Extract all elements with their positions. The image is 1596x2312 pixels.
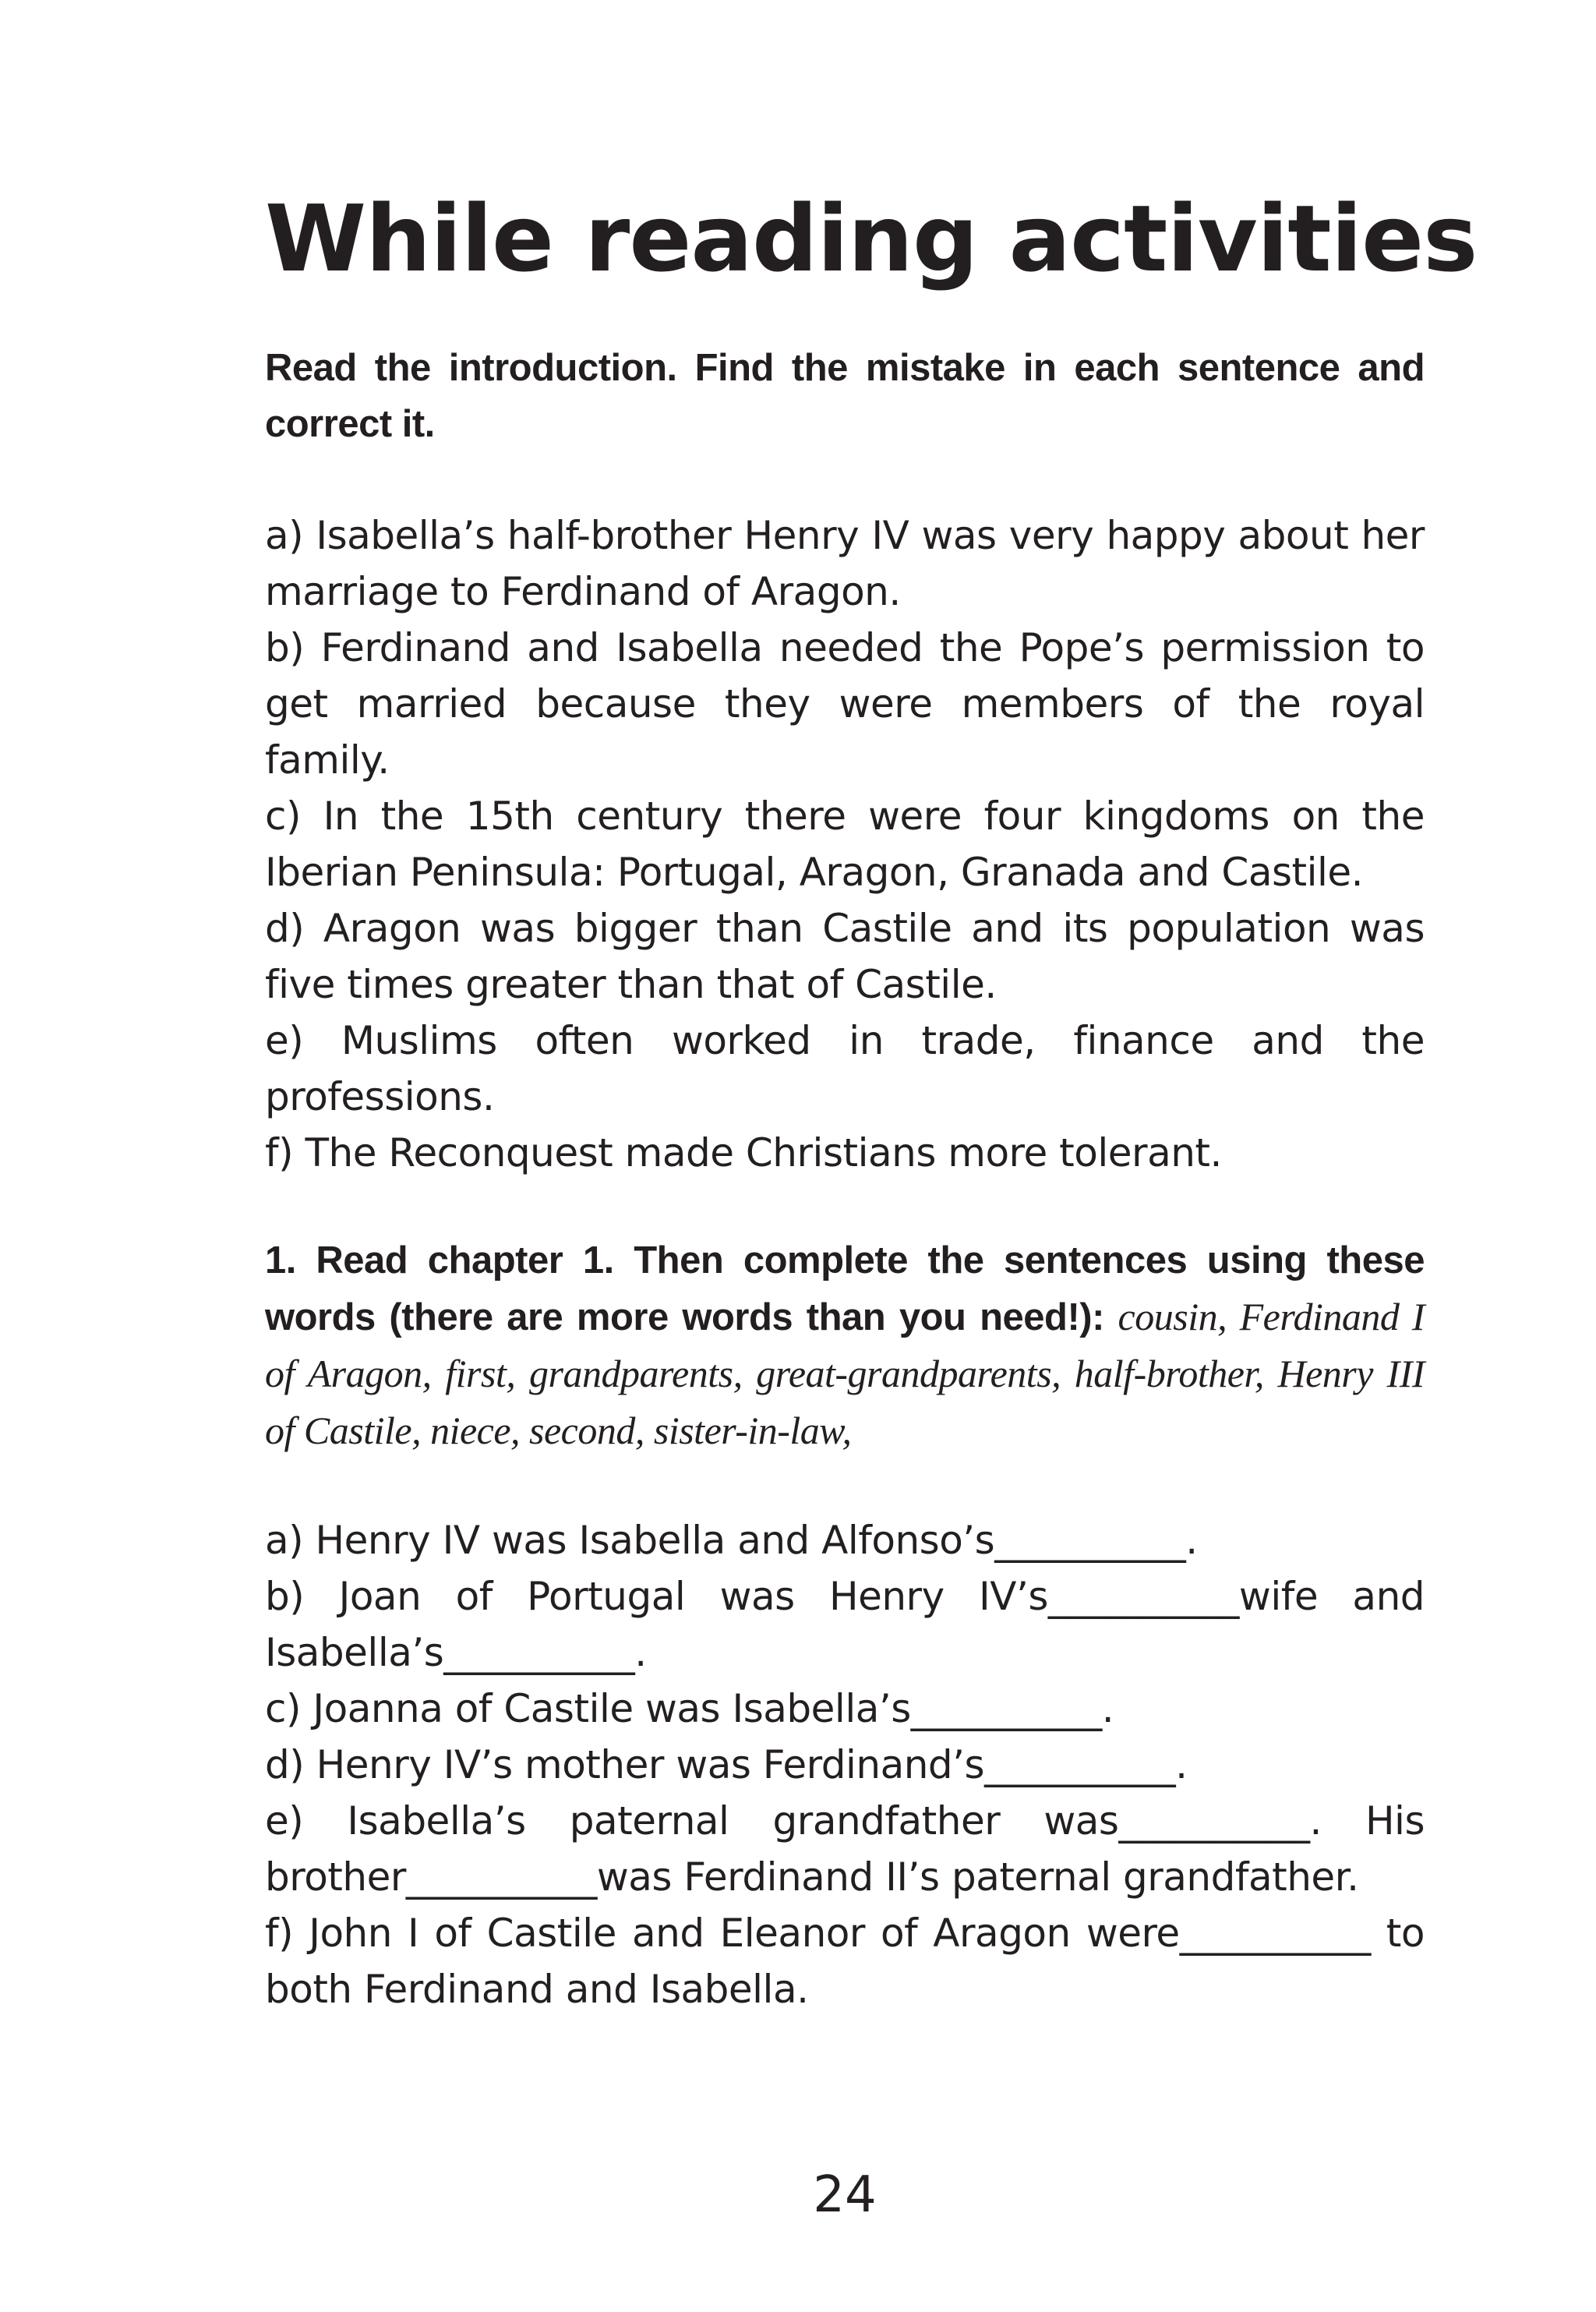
list-item: b) Ferdinand and Isabella needed the Pope’s permission to get married because they were members of the royal family.: [265, 625, 1425, 783]
list-item: f) The Reconquest made Christians more tolerant.: [265, 1130, 1222, 1175]
page-title: While reading activities: [265, 185, 1478, 292]
list-item: d) Henry IV’s mother was Ferdinand’s__________.: [265, 1742, 1188, 1787]
intro-instruction: Read the introduction. Find the mistake in each sentence and correct it.: [265, 347, 1425, 445]
chapter1-instruction-text: 1. Read chapter 1. Then complete the sentences using these words (there are more words than you need!):: [265, 1239, 1425, 1338]
list-item: d) Aragon was bigger than Castile and its population was five times greater than that of Castile.: [265, 906, 1425, 1007]
list-item: b) Joan of Portugal was Henry IV’s__________wife and Isabella’s__________.: [265, 1574, 1425, 1675]
page-number: 24: [813, 2166, 877, 2224]
list-item: c) In the 15th century there were four kingdoms on the Iberian Peninsula: Portugal, Aragon, Granada and Castile.: [265, 794, 1425, 895]
list-item: a) Henry IV was Isabella and Alfonso’s__________.: [265, 1518, 1198, 1563]
chapter1-sentence-list: [265, 1512, 1425, 2017]
list-item: a) Isabella’s half-brother Henry IV was very happy about her marriage to Ferdinand of Aragon.: [265, 513, 1425, 614]
chapter1-instruction: [265, 1232, 1425, 1459]
list-item: c) Joanna of Castile was Isabella’s__________.: [265, 1686, 1114, 1731]
list-item: e) Muslims often worked in trade, finance and the professions.: [265, 1018, 1425, 1119]
list-item: f) John I of Castile and Eleanor of Aragon were__________ to both Ferdinand and Isabella.: [265, 1911, 1425, 2012]
list-item: e) Isabella’s paternal grandfather was__________. His brother__________was Ferdinand II’s paternal grandfather.: [265, 1798, 1425, 1900]
intro-sentence-list: [265, 507, 1425, 1181]
book-page: [265, 0, 1478, 2312]
chapter1-word-bank: cousin, Ferdinand I of Aragon, first, grandparents, great-grandparents, half-brother, Henry III of Castile, niece, second, sister-in-law,: [265, 1295, 1425, 1452]
